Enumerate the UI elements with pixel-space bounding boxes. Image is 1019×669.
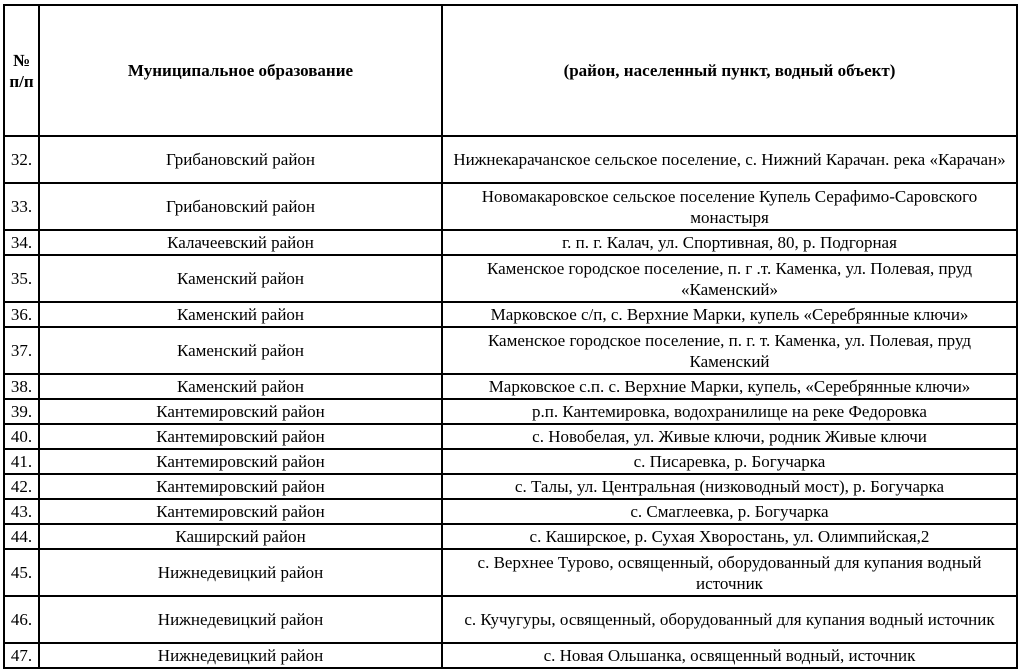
row-number-cell: 32. bbox=[4, 136, 39, 183]
location-cell: Каменское городское поселение, п. г. т. Каменка, ул. Полевая, пруд Каменский bbox=[442, 327, 1017, 374]
table-row bbox=[4, 499, 1017, 524]
location-cell: р.п. Кантемировка, водохранилище на реке Федоровка bbox=[442, 399, 1017, 424]
location-cell: Нижнекарачанское сельское поселение, с. Нижний Карачан. река «Карачан» bbox=[442, 136, 1017, 183]
table-row bbox=[4, 449, 1017, 474]
row-number-cell: 44. bbox=[4, 524, 39, 549]
header-location: (район, населенный пункт, водный объект) bbox=[442, 5, 1017, 136]
row-number-cell: 46. bbox=[4, 596, 39, 643]
row-number-cell: 41. bbox=[4, 449, 39, 474]
row-number-cell: 35. bbox=[4, 255, 39, 302]
location-cell: с. Каширское, р. Сухая Хворостань, ул. Олимпийская,2 bbox=[442, 524, 1017, 549]
municipality-cell: Кантемировский район bbox=[39, 499, 442, 524]
municipality-cell: Нижнедевицкий район bbox=[39, 596, 442, 643]
row-number-cell: 45. bbox=[4, 549, 39, 596]
location-cell: г. п. г. Калач, ул. Спортивная, 80, р. Подгорная bbox=[442, 230, 1017, 255]
municipality-cell: Каширский район bbox=[39, 524, 442, 549]
row-number-cell: 47. bbox=[4, 643, 39, 668]
location-cell: Новомакаровское сельское поселение Купель Серафимо-Саровского монастыря bbox=[442, 183, 1017, 230]
row-number-cell: 39. bbox=[4, 399, 39, 424]
municipality-cell: Грибановский район bbox=[39, 136, 442, 183]
table-row bbox=[4, 474, 1017, 499]
municipality-cell: Калачеевский район bbox=[39, 230, 442, 255]
row-number-cell: 38. bbox=[4, 374, 39, 399]
municipality-cell: Нижнедевицкий район bbox=[39, 549, 442, 596]
municipality-cell: Каменский район bbox=[39, 255, 442, 302]
row-number-cell: 37. bbox=[4, 327, 39, 374]
table-row bbox=[4, 302, 1017, 327]
municipality-cell: Нижнедевицкий район bbox=[39, 643, 442, 668]
table-row bbox=[4, 230, 1017, 255]
table-row bbox=[4, 643, 1017, 668]
row-number-cell: 34. bbox=[4, 230, 39, 255]
table-row bbox=[4, 374, 1017, 399]
header-municipality: Муниципальное образование bbox=[39, 5, 442, 136]
header-num: № п/п bbox=[4, 5, 39, 136]
location-cell: с. Талы, ул. Центральная (низководный мост), р. Богучарка bbox=[442, 474, 1017, 499]
table-row bbox=[4, 327, 1017, 374]
municipality-cell: Кантемировский район bbox=[39, 449, 442, 474]
table-row bbox=[4, 549, 1017, 596]
municipality-cell: Каменский район bbox=[39, 302, 442, 327]
table-row bbox=[4, 183, 1017, 230]
row-number-cell: 43. bbox=[4, 499, 39, 524]
table-row bbox=[4, 399, 1017, 424]
location-cell: с. Новая Ольшанка, освященный водный, источник bbox=[442, 643, 1017, 668]
row-number-cell: 33. bbox=[4, 183, 39, 230]
table-row bbox=[4, 424, 1017, 449]
table-row bbox=[4, 255, 1017, 302]
municipality-cell: Кантемировский район bbox=[39, 424, 442, 449]
location-cell: с. Новобелая, ул. Живые ключи, родник Живые ключи bbox=[442, 424, 1017, 449]
municipality-cell: Каменский район bbox=[39, 374, 442, 399]
municipality-cell: Кантемировский район bbox=[39, 399, 442, 424]
header-row bbox=[4, 5, 1017, 136]
table-row bbox=[4, 524, 1017, 549]
municipality-cell: Грибановский район bbox=[39, 183, 442, 230]
location-cell: Каменское городское поселение, п. г .т. Каменка, ул. Полевая, пруд «Каменский» bbox=[442, 255, 1017, 302]
row-number-cell: 42. bbox=[4, 474, 39, 499]
table-row bbox=[4, 136, 1017, 183]
municipality-cell: Каменский район bbox=[39, 327, 442, 374]
table-row bbox=[4, 596, 1017, 643]
location-cell: Марковское с/п, с. Верхние Марки, купель «Серебрянные ключи» bbox=[442, 302, 1017, 327]
row-number-cell: 40. bbox=[4, 424, 39, 449]
location-cell: Марковское с.п. с. Верхние Марки, купель, «Серебрянные ключи» bbox=[442, 374, 1017, 399]
location-cell: с. Писаревка, р. Богучарка bbox=[442, 449, 1017, 474]
municipality-cell: Кантемировский район bbox=[39, 474, 442, 499]
row-number-cell: 36. bbox=[4, 302, 39, 327]
bathing-places-table bbox=[3, 4, 1018, 669]
location-cell: с. Верхнее Турово, освященный, оборудованный для купания водный источник bbox=[442, 549, 1017, 596]
location-cell: с. Кучугуры, освященный, оборудованный для купания водный источник bbox=[442, 596, 1017, 643]
location-cell: с. Смаглеевка, р. Богучарка bbox=[442, 499, 1017, 524]
